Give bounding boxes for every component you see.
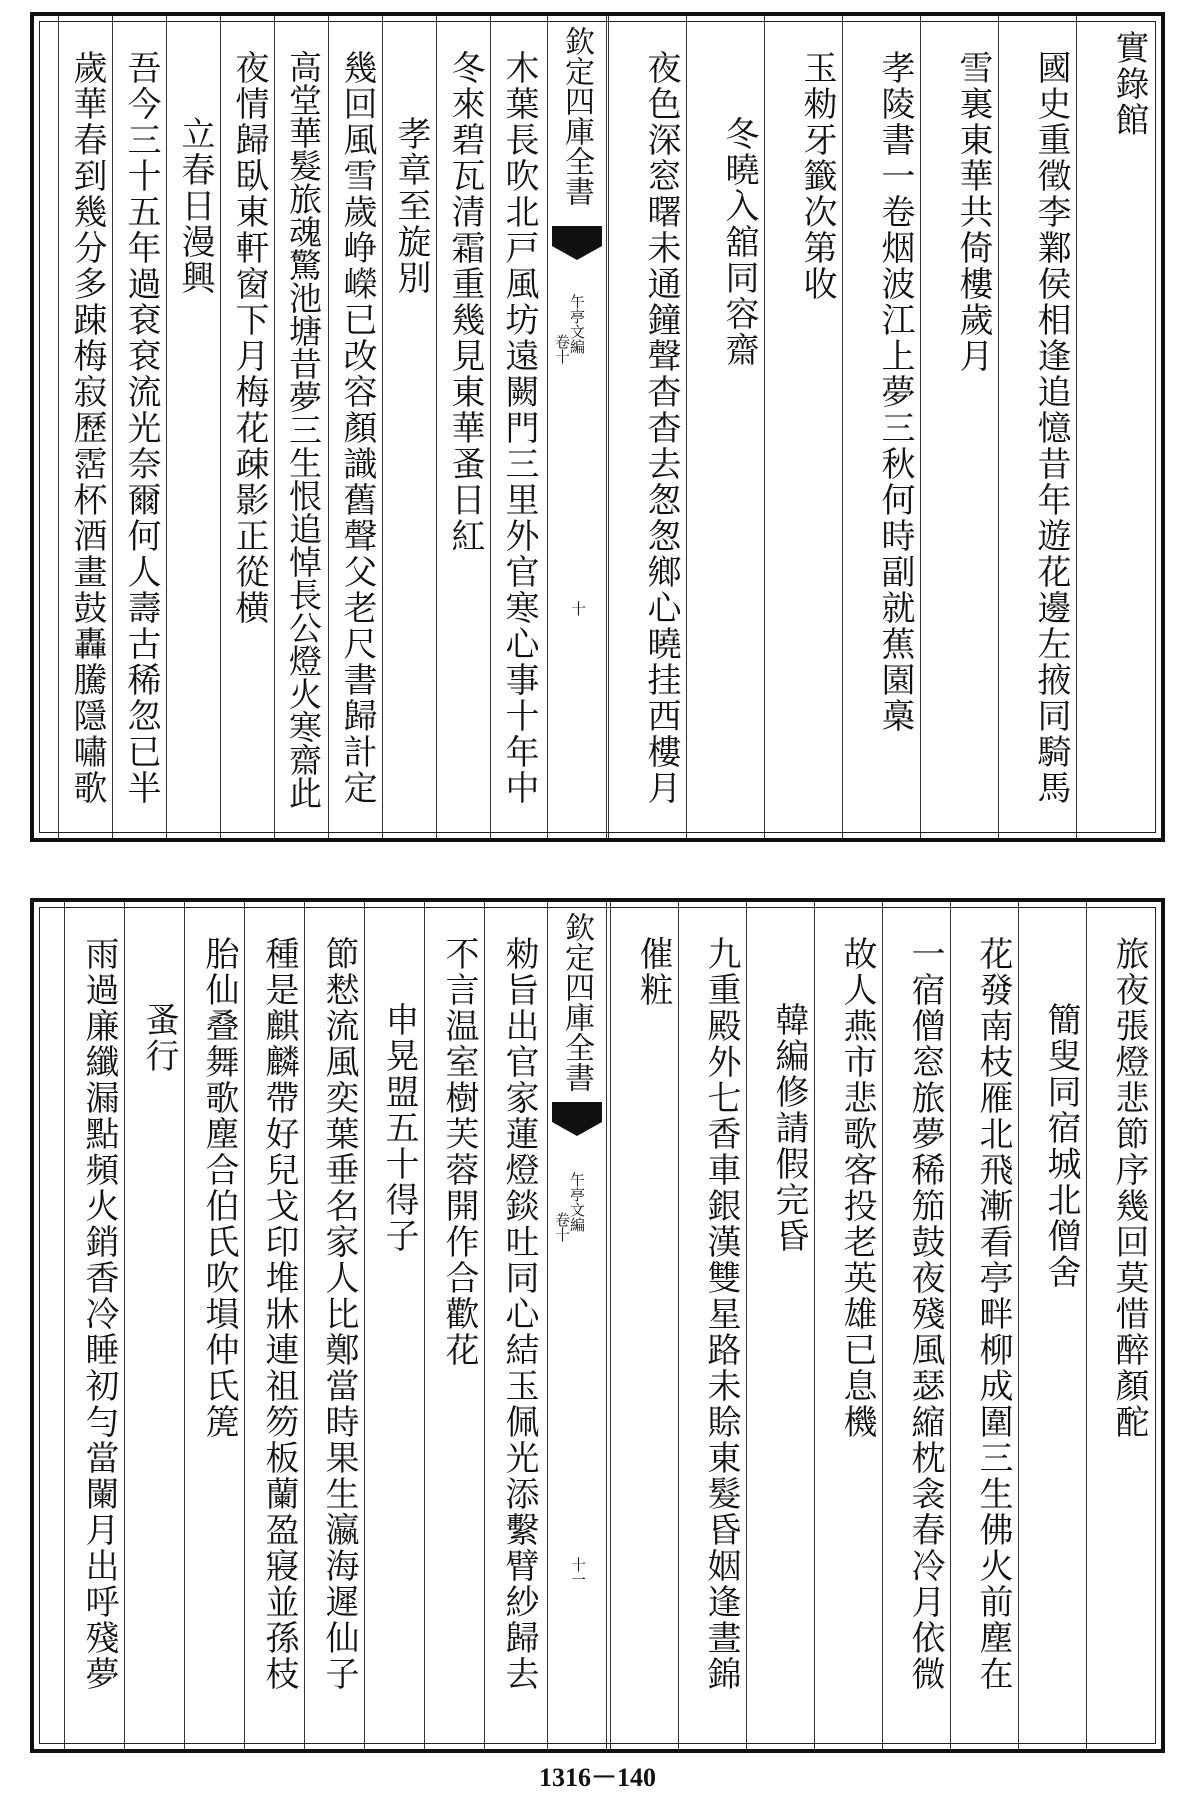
- gutter-title: 欽定四庫全書: [559, 912, 594, 1092]
- column-text: 勑旨出官家蓮燈錟吐同心結玉佩光添繫臂紗歸去: [499, 936, 539, 1692]
- column-text: 木葉長吹北戸風坊遠闕門三里外官寒心事十年中: [499, 50, 539, 806]
- column-text: 歲華春到幾分多踈梅寂歷霑杯酒畫鼓轟騰隱嘯歌: [67, 50, 107, 806]
- column-text: 節慭流風奕葉垂名家人比鄭當時果生瀛海遲仙子: [319, 936, 359, 1692]
- column-text: 雪裏東華共倚樓歲月: [953, 50, 993, 374]
- text-column: [244, 902, 304, 1749]
- text-column: [274, 16, 328, 838]
- text-column: [364, 902, 424, 1749]
- column-text: 幾回風雪歲峥嶸已改容顏識舊聲父老尺書歸計定: [337, 50, 377, 806]
- text-column: [490, 16, 544, 838]
- column-text: 立春日漫興: [175, 116, 215, 296]
- text-column: [764, 16, 842, 838]
- column-text: 孝章至旋別: [391, 116, 431, 296]
- text-column: [686, 16, 764, 838]
- column-text: 實錄館: [1109, 30, 1149, 138]
- text-column: [1018, 902, 1086, 1749]
- text-column: [1076, 16, 1154, 838]
- text-column: [166, 16, 220, 838]
- text-column: [58, 16, 112, 838]
- text-column: [678, 902, 746, 1749]
- column-text: 催粧: [633, 936, 673, 1008]
- column-text: 韓編修請假完昏: [769, 1002, 809, 1254]
- page-gutter: [547, 16, 607, 838]
- fish-tail-ornament-icon: [552, 1102, 602, 1136]
- column-text: 國史重徵李鄴侯相逢追憶昔年遊花邊左掖同騎馬: [1031, 50, 1071, 806]
- column-text: 種是麒麟帶好兒戈印堆牀連祖笏板蘭盈寢並孫枝: [259, 936, 299, 1692]
- text-column: [304, 902, 364, 1749]
- gutter-page-number: 十: [569, 601, 587, 616]
- column-text: 蚤行: [139, 1002, 179, 1074]
- column-text: 冬來碧瓦清霜重幾見東華蚤日紅: [445, 50, 485, 554]
- text-column: [184, 902, 244, 1749]
- text-column: [484, 902, 544, 1749]
- text-column: [124, 902, 184, 1749]
- page-gutter: [547, 902, 607, 1749]
- upper-page: [30, 12, 1165, 842]
- text-column: [998, 16, 1076, 838]
- text-column: [746, 902, 814, 1749]
- column-text: 玉勑牙籤次第收: [797, 50, 837, 302]
- text-column: [112, 16, 166, 838]
- text-column: [328, 16, 382, 838]
- text-column: [424, 902, 484, 1749]
- column-text: 簡叟同宿城北僧舍: [1041, 1002, 1081, 1290]
- text-column: [842, 16, 920, 838]
- column-text: 故人燕市悲歌客投老英雄已息機: [837, 936, 877, 1440]
- column-text: 胎仙叠舞歌塵合伯氏吹塤仲氏箎: [199, 936, 239, 1440]
- gutter-page-number: 十一: [569, 1557, 587, 1587]
- text-column: [814, 902, 882, 1749]
- gutter-book-title: 午亭文編: [568, 294, 586, 354]
- column-text: 冬曉入舘同容齋: [719, 116, 759, 368]
- column-text: 孝陵書一卷烟波江上夢三秋何時副就蕉園槀: [875, 50, 915, 734]
- gutter-volume: 卷十: [553, 1212, 571, 1242]
- column-text: 旅夜張燈悲節序幾回莫惜醉顏酡: [1109, 936, 1149, 1440]
- column-text: 九重殿外七香車銀漢雙星路未賒東髮昏姻逢晝錦: [701, 936, 741, 1692]
- text-column: [64, 902, 124, 1749]
- column-text: 花發南枝雁北飛漸看亭畔柳成圍三生佛火前塵在: [973, 936, 1013, 1692]
- text-column: [920, 16, 998, 838]
- text-column: [436, 16, 490, 838]
- gutter-book-title: 午亭文編: [568, 1172, 586, 1232]
- column-text: 申晃盟五十得子: [379, 1002, 419, 1254]
- gutter-volume: 卷十: [553, 334, 571, 364]
- column-text: 吾今三十五年過袞袞流光奈爾何人壽古稀忽已半: [121, 50, 161, 806]
- page-footer-number: 1316－140: [538, 1763, 656, 1792]
- column-text: 不言温室樹芙蓉開作合歡花: [439, 936, 479, 1368]
- text-column: [950, 902, 1018, 1749]
- text-column: [382, 16, 436, 838]
- gutter-title: 欽定四庫全書: [559, 26, 594, 206]
- column-text: 夜色深窓曙未通鐘聲杳杳去怱怱鄉心曉挂西樓月: [641, 50, 681, 806]
- fish-tail-ornament-icon: [552, 226, 602, 260]
- text-column: [610, 902, 678, 1749]
- text-column: [1086, 902, 1154, 1749]
- column-text: 一宿僧窓旅夢稀笳鼓夜殘風瑟縮枕衾春冷月依微: [905, 936, 945, 1692]
- column-text: 夜情歸臥東軒窗下月梅花疎影正從横: [229, 50, 269, 626]
- column-text: 高堂華髮旅魂驚池塘昔夢三生恨追悼長公燈火寒齋此: [284, 50, 323, 809]
- text-column: [608, 16, 686, 838]
- text-column: [882, 902, 950, 1749]
- column-text: 雨過廉纖漏點頻火銷香冷睡初勻當闌月出呼殘夢: [79, 936, 119, 1692]
- text-column: [220, 16, 274, 838]
- lower-page: [30, 898, 1165, 1753]
